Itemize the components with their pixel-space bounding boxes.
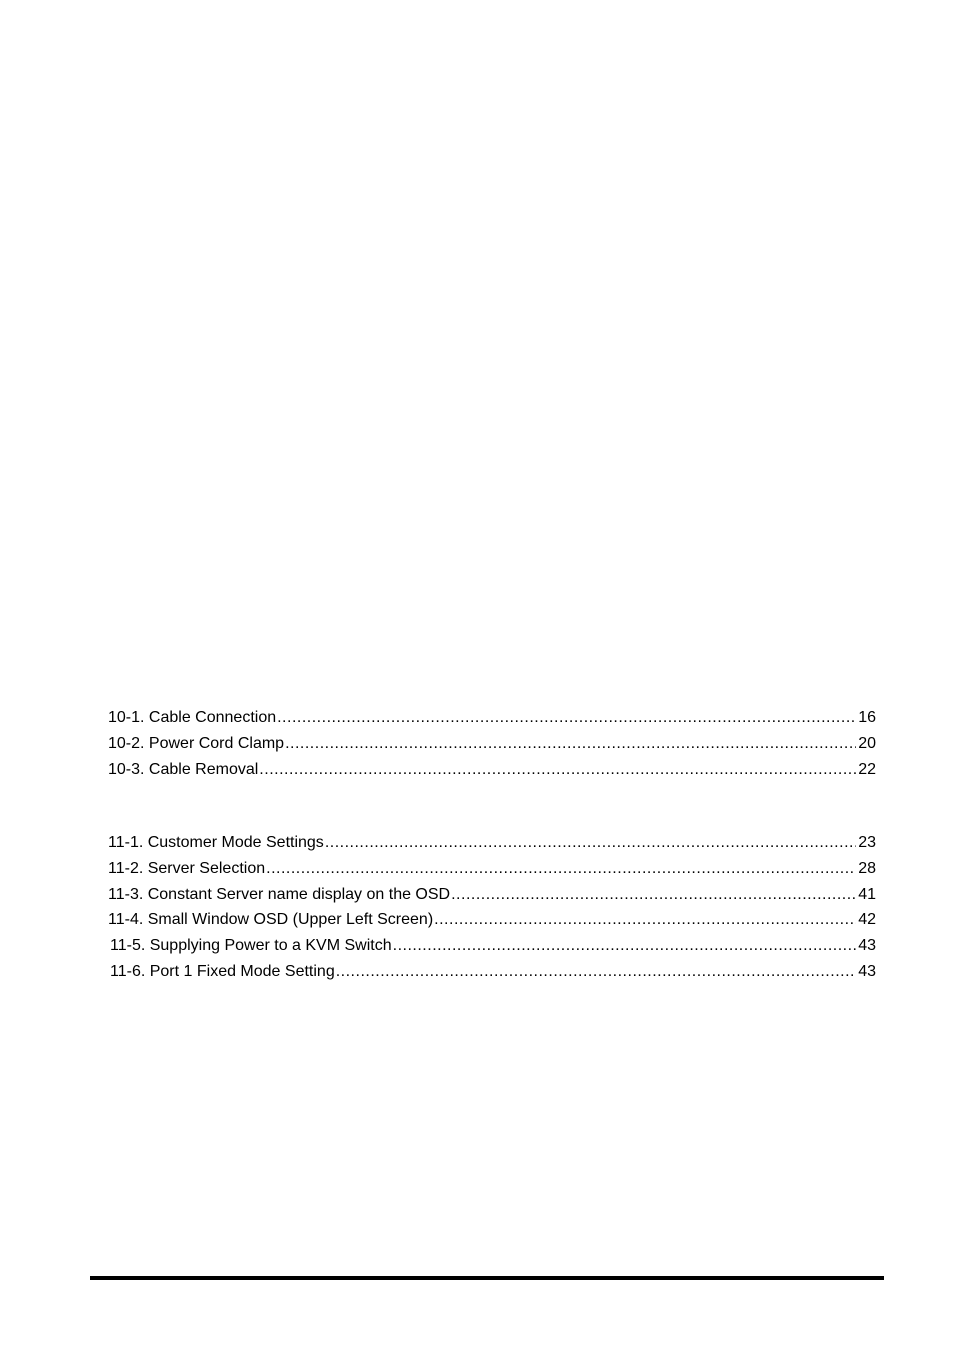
toc-dot-leader [277,705,856,731]
toc-dot-leader [451,882,856,908]
toc-entry-title: 11-2. Server Selection [108,859,266,877]
toc-entry[interactable] [108,731,876,757]
toc-entry-title: 10-1. Cable Connection [108,709,277,726]
toc-entry[interactable] [108,856,876,882]
toc-entry-page: 43 [858,937,876,955]
toc-entry[interactable] [108,757,876,783]
toc-entry-title: 11-6. Port 1 Fixed Mode Setting [110,962,335,980]
toc-dot-leader [285,731,856,757]
toc-entry-page: 20 [858,734,876,752]
toc-dot-leader [325,830,856,856]
footer-rule [90,1276,884,1280]
toc-entry-title: 11-4. Small Window OSD (Upper Left Screen) [108,911,434,929]
toc-entry[interactable] [108,959,876,985]
toc-entry-page: 22 [858,760,876,778]
toc-entry-page: 41 [858,885,876,903]
toc-section-11 [108,830,876,985]
toc-entry-page: 23 [858,834,876,851]
toc-entry-page: 42 [858,911,876,929]
toc-dot-leader [266,856,856,882]
toc-dot-leader [434,907,856,933]
toc-entry-title: 10-3. Cable Removal [108,760,259,778]
toc-entry-title: 11-5. Supplying Power to a KVM Switch [110,937,392,955]
toc-dot-leader [336,959,856,985]
toc-entry[interactable] [108,705,876,731]
toc-entry-page: 43 [858,962,876,980]
toc-dot-leader [393,933,857,959]
toc-entry-title: 10-2. Power Cord Clamp [108,734,285,752]
toc-entry-title: 11-1. Customer Mode Settings [108,834,324,851]
toc-entry[interactable] [108,882,876,908]
toc-entry-page: 16 [858,709,876,726]
toc-entry-page: 28 [858,859,876,877]
toc-dot-leader [259,757,856,783]
toc-entry[interactable] [108,830,876,856]
toc-section-10 [108,705,876,782]
toc-entry[interactable] [108,933,876,959]
toc-entry-title: 11-3. Constant Server name display on the OSD [108,885,451,903]
toc-entry[interactable] [108,907,876,933]
